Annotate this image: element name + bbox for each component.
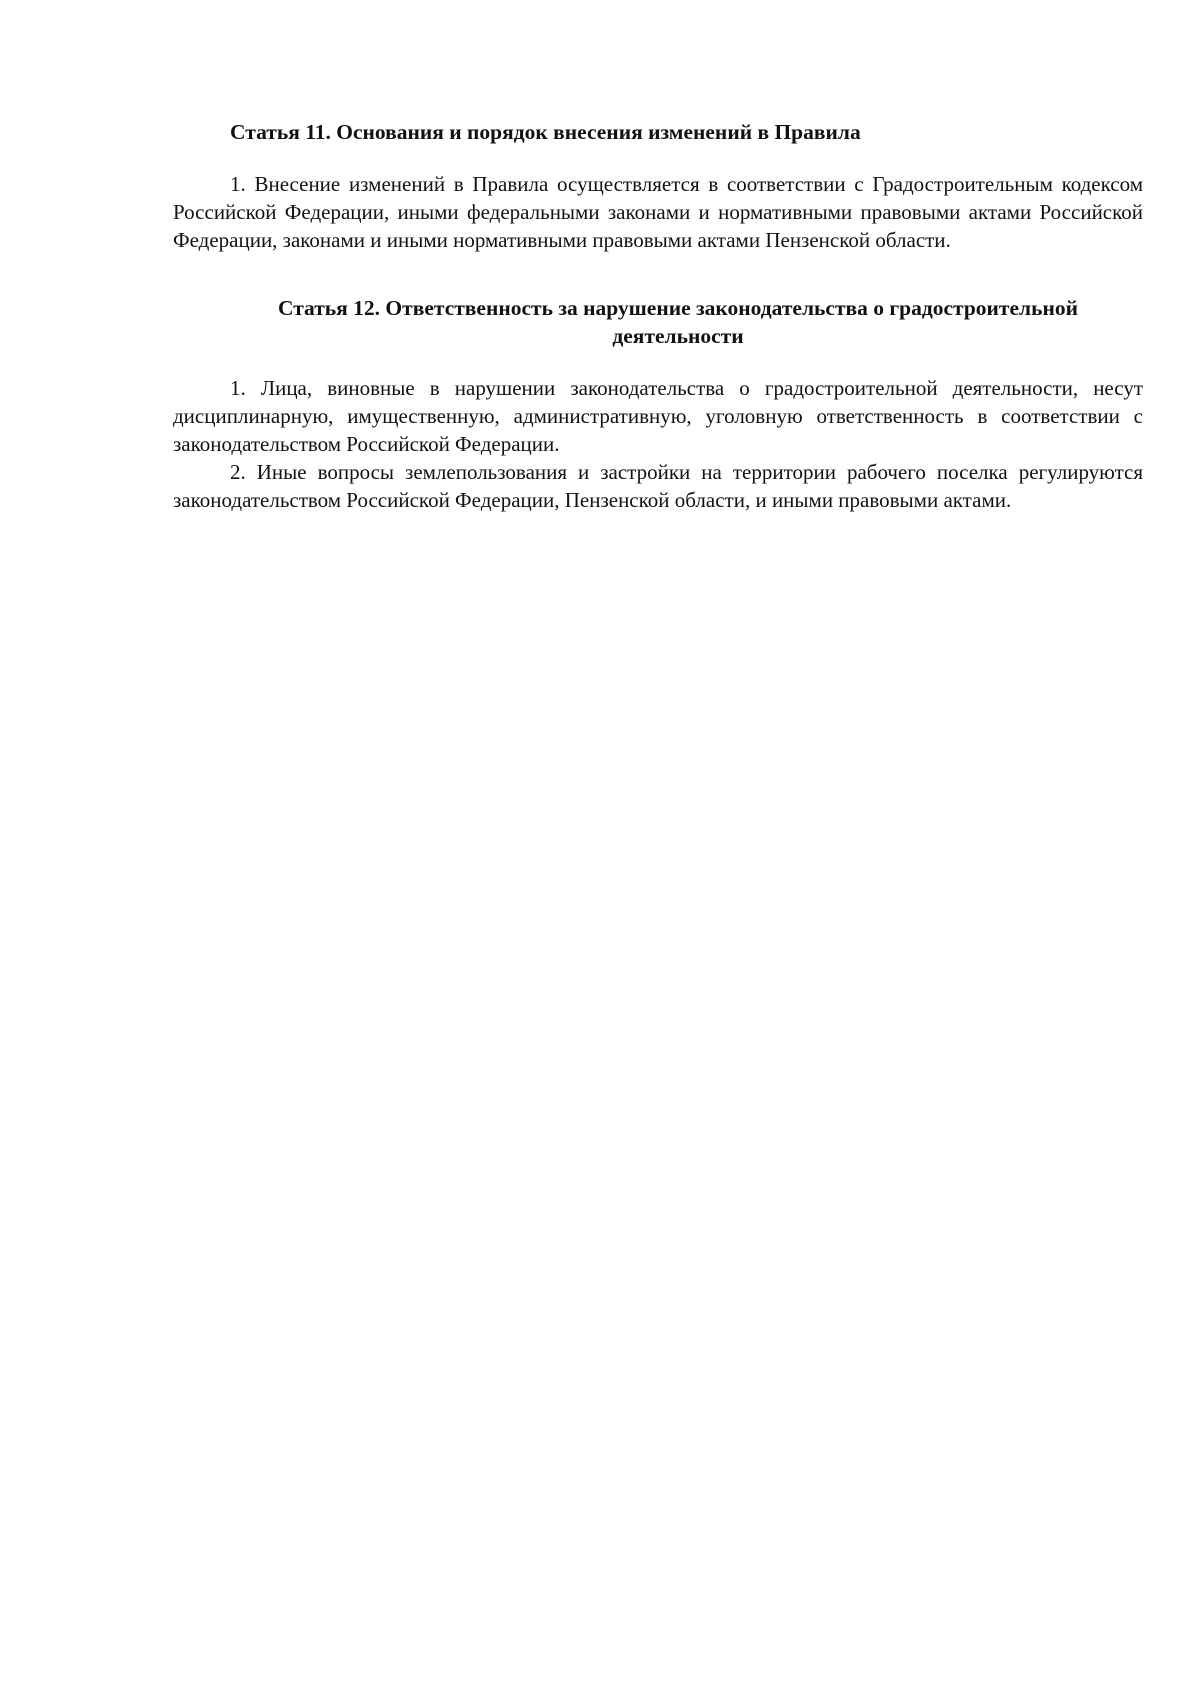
document-body	[173, 118, 1143, 514]
article-12-title-line-1: Статья 12. Ответственность за нарушение законодательства о градостроительной	[277, 296, 1078, 320]
article-12	[173, 294, 1143, 514]
article-12-paragraph-1: 1. Лица, виновные в нарушении законодательства о градостроительной деятельности, несут дисциплинарную, имущественную, административную, уголовную ответственность в соответствии с законодательством Российской Федерации.	[173, 376, 1143, 456]
article-12-title-line-2: деятельности	[612, 324, 744, 348]
article-12-paragraph-2: 2. Иные вопросы землепользования и застройки на территории рабочего поселка регулируются законодательством Российской Федерации, Пензенской области, и иными правовыми актами.	[173, 460, 1143, 512]
article-11-paragraph-1: 1. Внесение изменений в Правила осуществляется в соответствии с Градостроительным кодексом Российской Федерации, иными федеральными законами и нормативными правовыми актами Российской Федерации, законами и иными нормативными правовыми актами Пензенской области.	[173, 172, 1143, 252]
article-11-title: Статья 11. Основания и порядок внесения изменений в Правила	[230, 120, 861, 144]
article-12-title	[173, 294, 1143, 350]
article-11	[173, 118, 1143, 254]
